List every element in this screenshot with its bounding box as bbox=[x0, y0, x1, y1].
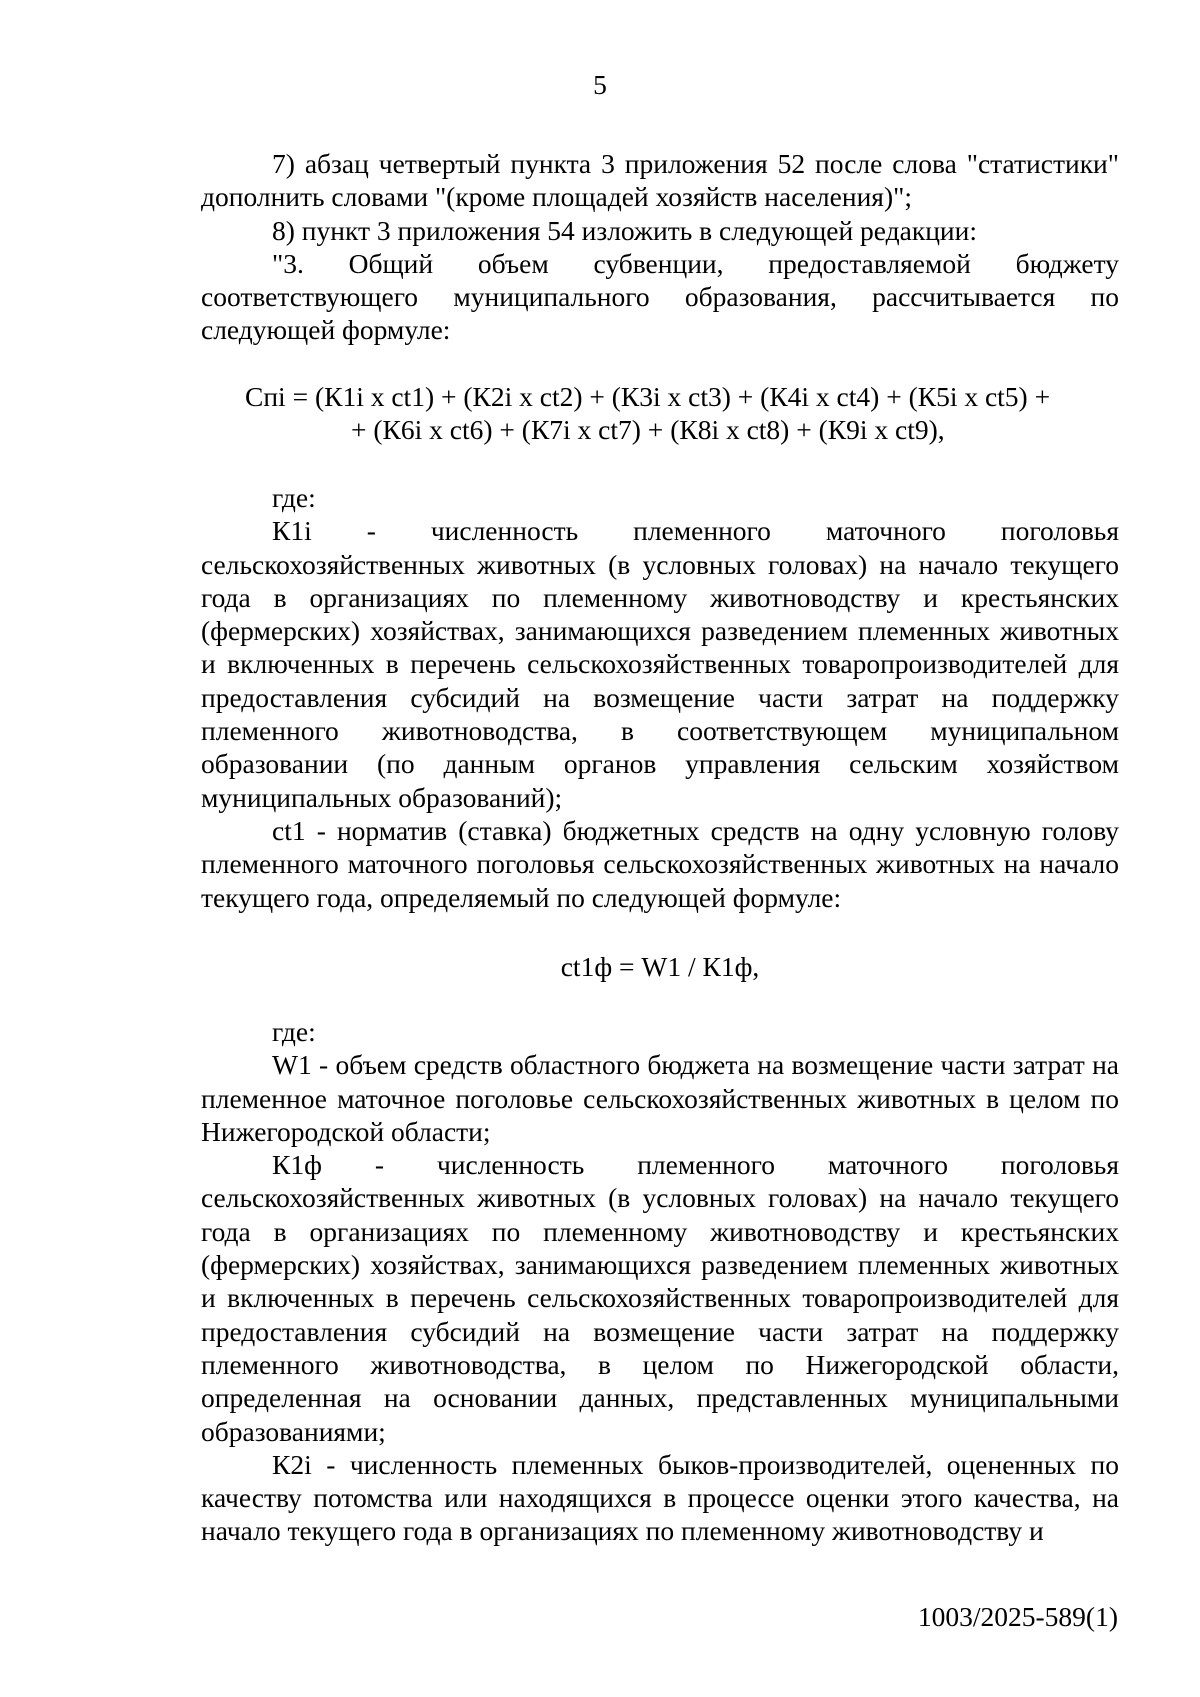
paragraph-item-8: 8) пункт 3 приложения 54 изложить в следующей редакции: bbox=[272, 214, 977, 246]
paragraph-item-7: 7) абзац четвертый пункта 3 приложения 52 после слова "статистики" дополнить словами "(кроме площадей хозяйств населения)"; bbox=[201, 148, 1119, 213]
definition-k2i: К2i - численность племенных быков-производителей, оцененных по качеству потомства или находящихся в процессе оценки этого качества, на начало текущего года в организациях по племенному животноводству и bbox=[201, 1448, 1119, 1547]
formula-main bbox=[201, 380, 1119, 447]
where-label-2: где: bbox=[272, 1016, 316, 1047]
page-number: 5 bbox=[593, 69, 607, 100]
definition-k1i: К1i - численность племенного маточного поголовья сельскохозяйственных животных (в условных головах) на начало текущего года в организациях по племенному животноводству и крестьянских (фермерских) хозяйствах, занимающихся разведением племенных животных и включенных в перечень сельскохозяйственных товаропроизводителей для предоставления субсидий на возмещение части затрат на поддержку племенного животноводства, в соответствующем муниципальном образовании (по данным органов управления сельским хозяйством муниципальных образований); bbox=[201, 515, 1119, 813]
formula-line-2: + (К6i х ct6) + (К7i х ct7) + (К8i х ct8) + (К9i х ct9), bbox=[351, 414, 945, 446]
formula-ct1: ct1ф = W1 / К1ф, bbox=[560, 951, 760, 982]
definition-ct1: ct1 - норматив (ставка) бюджетных средств на одну условную голову племенного маточного поголовья сельскохозяйственных животных на начало текущего года, определяемый по следующей формуле: bbox=[201, 814, 1119, 913]
body-mid bbox=[201, 481, 1119, 914]
body-top bbox=[201, 147, 1119, 347]
body-bottom bbox=[201, 1015, 1119, 1548]
definition-w1: W1 - объем средств областного бюджета на возмещение части затрат на племенное маточное поголовье сельскохозяйственных животных в целом по Нижегородской области; bbox=[201, 1049, 1119, 1147]
definition-k1f: К1ф - численность племенного маточного поголовья сельскохозяйственных животных (в условных головах) на начало текущего года в организациях по племенному животноводству и крестьянских (фермерских) хозяйствах, занимающихся разведением племенных животных и включенных в перечень сельскохозяйственных товаропроизводителей для предоставления субсидий на возмещение части затрат на поддержку племенного животноводства, в целом по Нижегородской области, определенная на основании данных, представленных муниципальными образованиями; bbox=[201, 1149, 1119, 1447]
formula-line-1: Cпi = (К1i х ct1) + (К2i х ct2) + (К3i х ct3) + (К4i х ct4) + (К5i х ct5) + bbox=[245, 381, 1051, 412]
document-code: 1003/2025-589(1) bbox=[917, 1601, 1118, 1632]
paragraph-point-3: "3. Общий объем субвенции, предоставляемой бюджету соответствующего муниципального образования, рассчитывается по следующей формуле: bbox=[201, 247, 1119, 346]
formula-ct1-block bbox=[201, 950, 1119, 983]
where-label: где: bbox=[272, 482, 316, 513]
